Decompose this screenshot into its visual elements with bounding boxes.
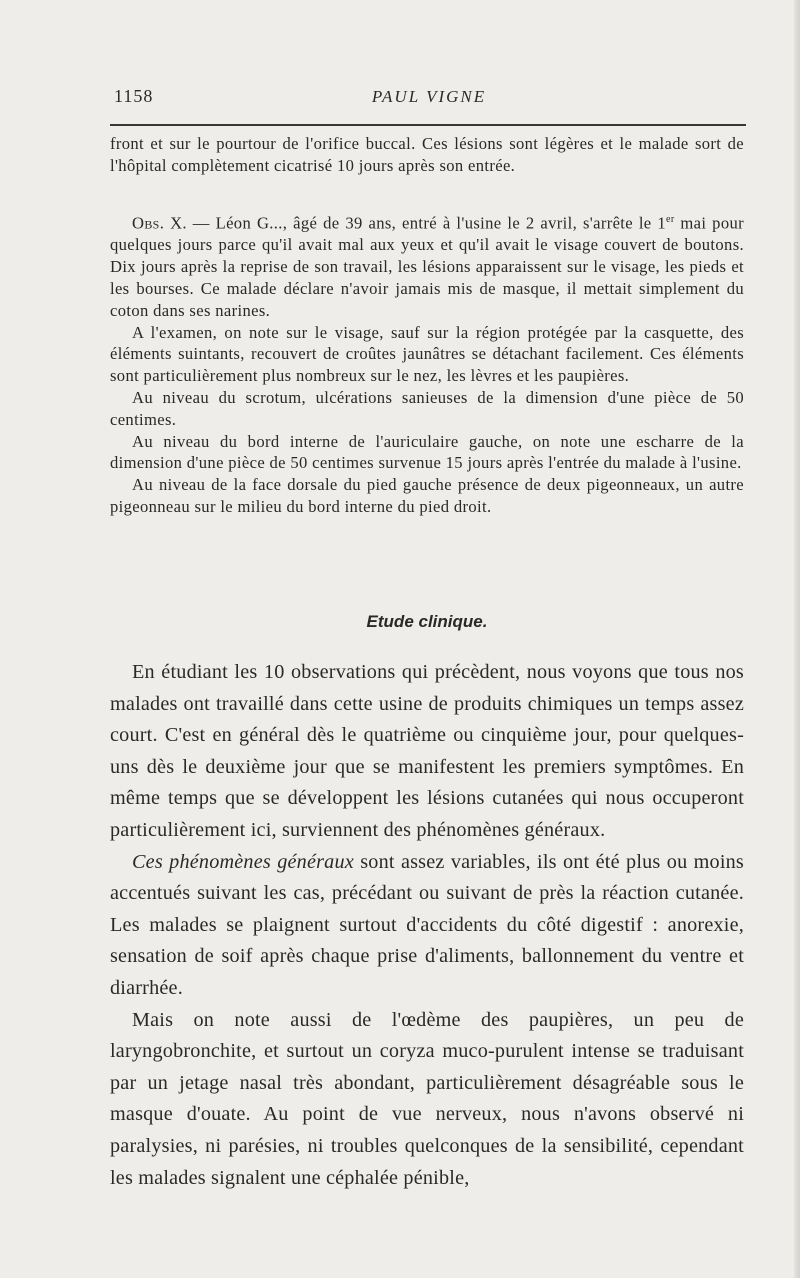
body-paragraph-1: En étudiant les 10 observations qui précèdent, nous voyons que tous nos malades ont travaillé dans cette usine de produits chimiques un temps assez court. C'est en général dès le quatrième ou cinquième jour, pour quelques-uns dès le deuxième jour que se manifestent les premiers symptômes. En même temps que se développent les lésions cutanées qui nous occuperont particulièrement ici, surviennent des phénomènes généraux. xyxy=(110,661,744,841)
observation-intro-rest: mai pour quelques jours parce qu'il avait mal aux yeux et qu'il avait le visage couvert de boutons. Dix jours après la reprise de son travail, les lésions apparaissent sur le visage, les pieds et les bourses. Ce malade déclare n'avoir jamais mis de masque, il mettait simplement du coton dans ses narines. xyxy=(110,213,744,320)
page-number: 1158 xyxy=(114,86,154,106)
italic-phrase: Ces phénomènes généraux xyxy=(132,850,354,873)
page-edge xyxy=(794,0,800,1278)
observation-scrotum: Au niveau du scrotum, ulcérations sanieuses de la dimension d'une pièce de 50 centimes. xyxy=(110,387,744,429)
body-paragraph-3: Mais on note aussi de l'œdème des paupières, un peu de laryngobronchite, et surtout un coryza muco-purulent intense se traduisant par un jetage nasal très abondant, particulièrement désagréable sous le masque d'ouate. Au point de vue nerveux, nous n'avons observé ni paralysies, ni parésies, ni troubles quelconques de la sensibilité, cependant les malades signalent une céphalée pénible, xyxy=(110,1008,744,1189)
observation-label: Obs. X. xyxy=(132,213,187,233)
page-header xyxy=(110,86,748,120)
observation-exam: A l'examen, on note sur le visage, sauf sur la région protégée par la casquette, des éléments suintants, recouvert de croûtes jaunâtres se détachant facilement. Ces éléments sont particulièrement plus nombreux sur le nez, les lèvres et les paupières. xyxy=(110,322,744,386)
ordinal-sup: er xyxy=(666,214,675,225)
observation-intro xyxy=(110,209,744,322)
continuation-paragraph xyxy=(110,133,744,177)
observation-pied: Au niveau de la face dorsale du pied gauche présence de deux pigeonneaux, un autre pigeonneau sur le milieu du bord interne du pied droit. xyxy=(110,475,744,516)
body-paragraph-2-text: sont assez variables, ils ont été plus ou moins accentués suivant les cas, précédant ou suivant de près la réaction cutanée. Les malades se plaignent surtout d'accidents du côté digestif : anorexie, sensation de soif après chaque prise d'aliments, ballonnement du ventre et diarrhée. xyxy=(110,850,744,999)
observation-intro-text: — Léon G..., âgé de 39 ans, entré à l'usine le 2 avril, s'arrête le xyxy=(186,213,658,233)
body-paragraph-2 xyxy=(110,847,744,1005)
clinical-study-body xyxy=(110,657,744,1194)
section-heading: Etude clinique. xyxy=(366,612,488,631)
observation-auriculaire: Au niveau du bord interne de l'auriculaire gauche, on note une escharre de la dimension d'une pièce de 50 centimes survenue 15 jours après l'entrée du malade à l'usine. xyxy=(110,431,744,473)
continuation-text: front et sur le pourtour de l'orifice buccal. Ces lésions sont légères et le malade sort de l'hôpital complètement cicatrisé 10 jours après son entrée. xyxy=(110,134,744,175)
ordinal-base: 1 xyxy=(657,213,667,233)
observation-x xyxy=(110,209,744,518)
header-rule xyxy=(110,124,746,126)
running-title: PAUL VIGNE xyxy=(371,87,487,106)
